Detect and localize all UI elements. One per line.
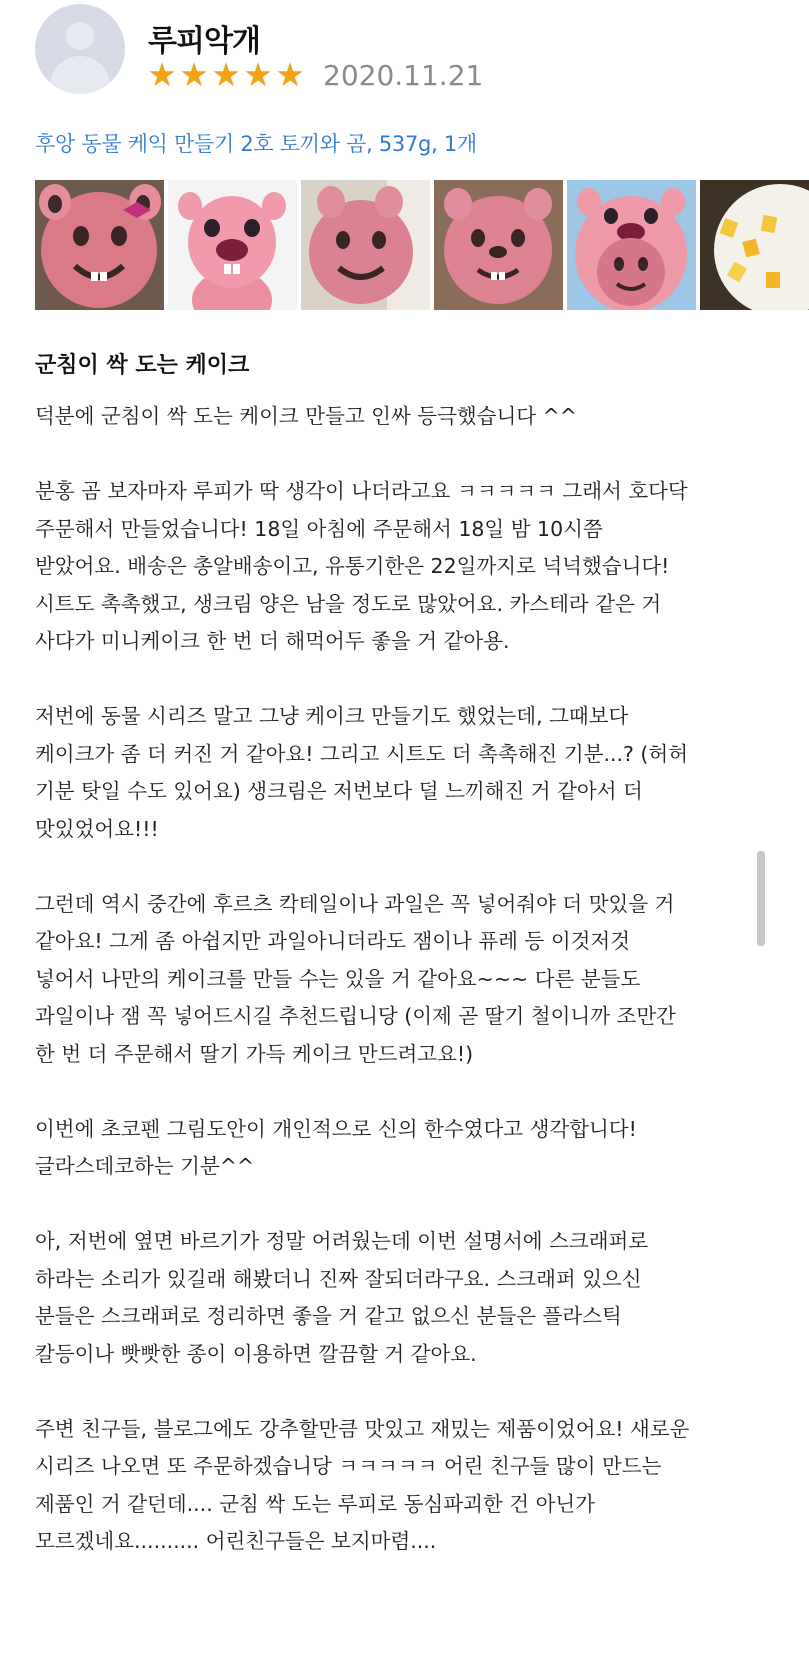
review-text-line: 저번에 동물 시리즈 말고 그냥 케이크 만들기도 했었는데, 그때보다 — [35, 704, 629, 728]
avatar-head-shape — [66, 22, 94, 50]
profile-avatar — [35, 4, 125, 94]
star-icon: ★ — [275, 55, 305, 94]
review-text-line: 시트도 촉촉했고, 생크림 양은 남을 정도로 많았어요. 카스테라 같은 거 — [35, 591, 662, 616]
review-text-line: 그런데 역시 중간에 후르츠 칵테일이나 과일은 꼭 넣어줘야 더 맛있을 거 — [35, 891, 675, 916]
review-photo-2[interactable] — [168, 180, 297, 310]
review-text-line: 받았어요. 배송은 총알배송이고, 유통기한은 22일까지로 넉넉했습니다! — [35, 554, 670, 578]
review-photo-5[interactable] — [567, 180, 696, 310]
avatar-body-shape — [50, 56, 110, 94]
review-text-line: 넣어서 나만의 케이크를 만들 수는 있을 거 같아요~~~ 다른 분들도 — [35, 966, 641, 991]
review-text-line: 모르겠네요.......... 어린친구들은 보지마렴.... — [35, 1529, 437, 1553]
star-icon: ★ — [179, 55, 209, 94]
review-body — [35, 398, 775, 1561]
review-text-line: 글라스데코하는 기분^^ — [35, 1154, 255, 1178]
paragraph-gap — [35, 1073, 775, 1111]
review-text-line: 맛있었어요!!! — [35, 816, 159, 841]
reviewer-nickname: 루피악개 — [148, 24, 260, 59]
rating-stars — [146, 55, 306, 94]
review-text-line: 기분 탓일 수도 있어요) 생크림은 저번보다 덜 느끼해진 거 같아서 더 — [35, 779, 643, 803]
product-option-link[interactable]: 후앙 동물 케익 만들기 2호 토끼와 곰, 537g, 1개 — [35, 132, 477, 156]
paragraph-gap — [35, 436, 775, 474]
paragraph-gap — [35, 661, 775, 699]
star-icon: ★ — [147, 55, 177, 94]
review-text-line: 덕분에 군침이 싹 도는 케이크 만들고 인싸 등극했습니다 ^^ — [35, 404, 577, 428]
paragraph-gap — [35, 1373, 775, 1411]
review-text-line: 과일이나 잼 꼭 넣어드시길 추천드립니당 (이제 곧 딸기 철이니까 조만간 — [35, 1004, 676, 1028]
review-text-line: 같아요! 그게 좀 아쉽지만 과일아니더라도 잼이나 퓨레 등 이것저것 — [35, 929, 631, 953]
paragraph-gap — [35, 848, 775, 886]
review-text-line: 제품인 거 같던데.... 군침 싹 도는 루피로 동심파괴한 건 아닌가 — [35, 1491, 595, 1516]
review-text-line: 칼등이나 빳빳한 종이 이용하면 깔끔할 거 같아요. — [35, 1341, 477, 1366]
review-text-line: 케이크가 좀 더 커진 거 같아요! 그리고 시트도 더 촉촉해진 기분...? (허허 — [35, 741, 689, 766]
review-text-line: 이번에 초코펜 그림도안이 개인적으로 신의 한수였다고 생각합니다! — [35, 1116, 637, 1141]
review-text-line: 아, 저번에 옆면 바르기가 정말 어려웠는데 이번 설명서에 스크래퍼로 — [35, 1229, 649, 1253]
review-photo-strip — [35, 180, 809, 310]
paragraph-gap — [35, 1186, 775, 1224]
review-text-line: 하라는 소리가 있길래 해봤더니 진짜 잘되더라구요. 스크래퍼 있으신 — [35, 1266, 642, 1291]
review-text-line: 한 번 더 주문해서 딸기 가득 케이크 만드려고요!) — [35, 1041, 474, 1066]
review-text-line: 주문해서 만들었습니다! 18일 아침에 주문해서 18일 밤 10시쯤 — [35, 516, 603, 541]
review-text-line: 주변 친구들, 블로그에도 강추할만큼 맛있고 재밌는 제품이었어요! 새로운 — [35, 1416, 690, 1441]
review-text-line: 분홍 곰 보자마자 루피가 딱 생각이 나더라고요 ㅋㅋㅋㅋㅋ 그래서 호다닥 — [35, 479, 688, 503]
review-text-line: 사다가 미니케이크 한 번 더 해먹어두 좋을 거 같아용. — [35, 629, 510, 653]
review-text-line: 분들은 스크래퍼로 정리하면 좋을 거 같고 없으신 분들은 플라스틱 — [35, 1304, 622, 1328]
review-title: 군침이 싹 도는 케이크 — [35, 353, 250, 378]
scrollbar-thumb[interactable] — [757, 851, 765, 946]
review-photo-3[interactable] — [301, 180, 430, 310]
review-photo-1[interactable] — [35, 180, 164, 310]
star-icon: ★ — [211, 55, 241, 94]
review-photo-4[interactable] — [434, 180, 563, 310]
review-photo-6[interactable] — [700, 180, 809, 310]
review-text-line: 시리즈 나오면 또 주문하겠습니당 ㅋㅋㅋㅋㅋ 어린 친구들 많이 만드는 — [35, 1454, 662, 1478]
review-date: 2020.11.21 — [323, 59, 484, 92]
star-icon: ★ — [243, 55, 273, 94]
